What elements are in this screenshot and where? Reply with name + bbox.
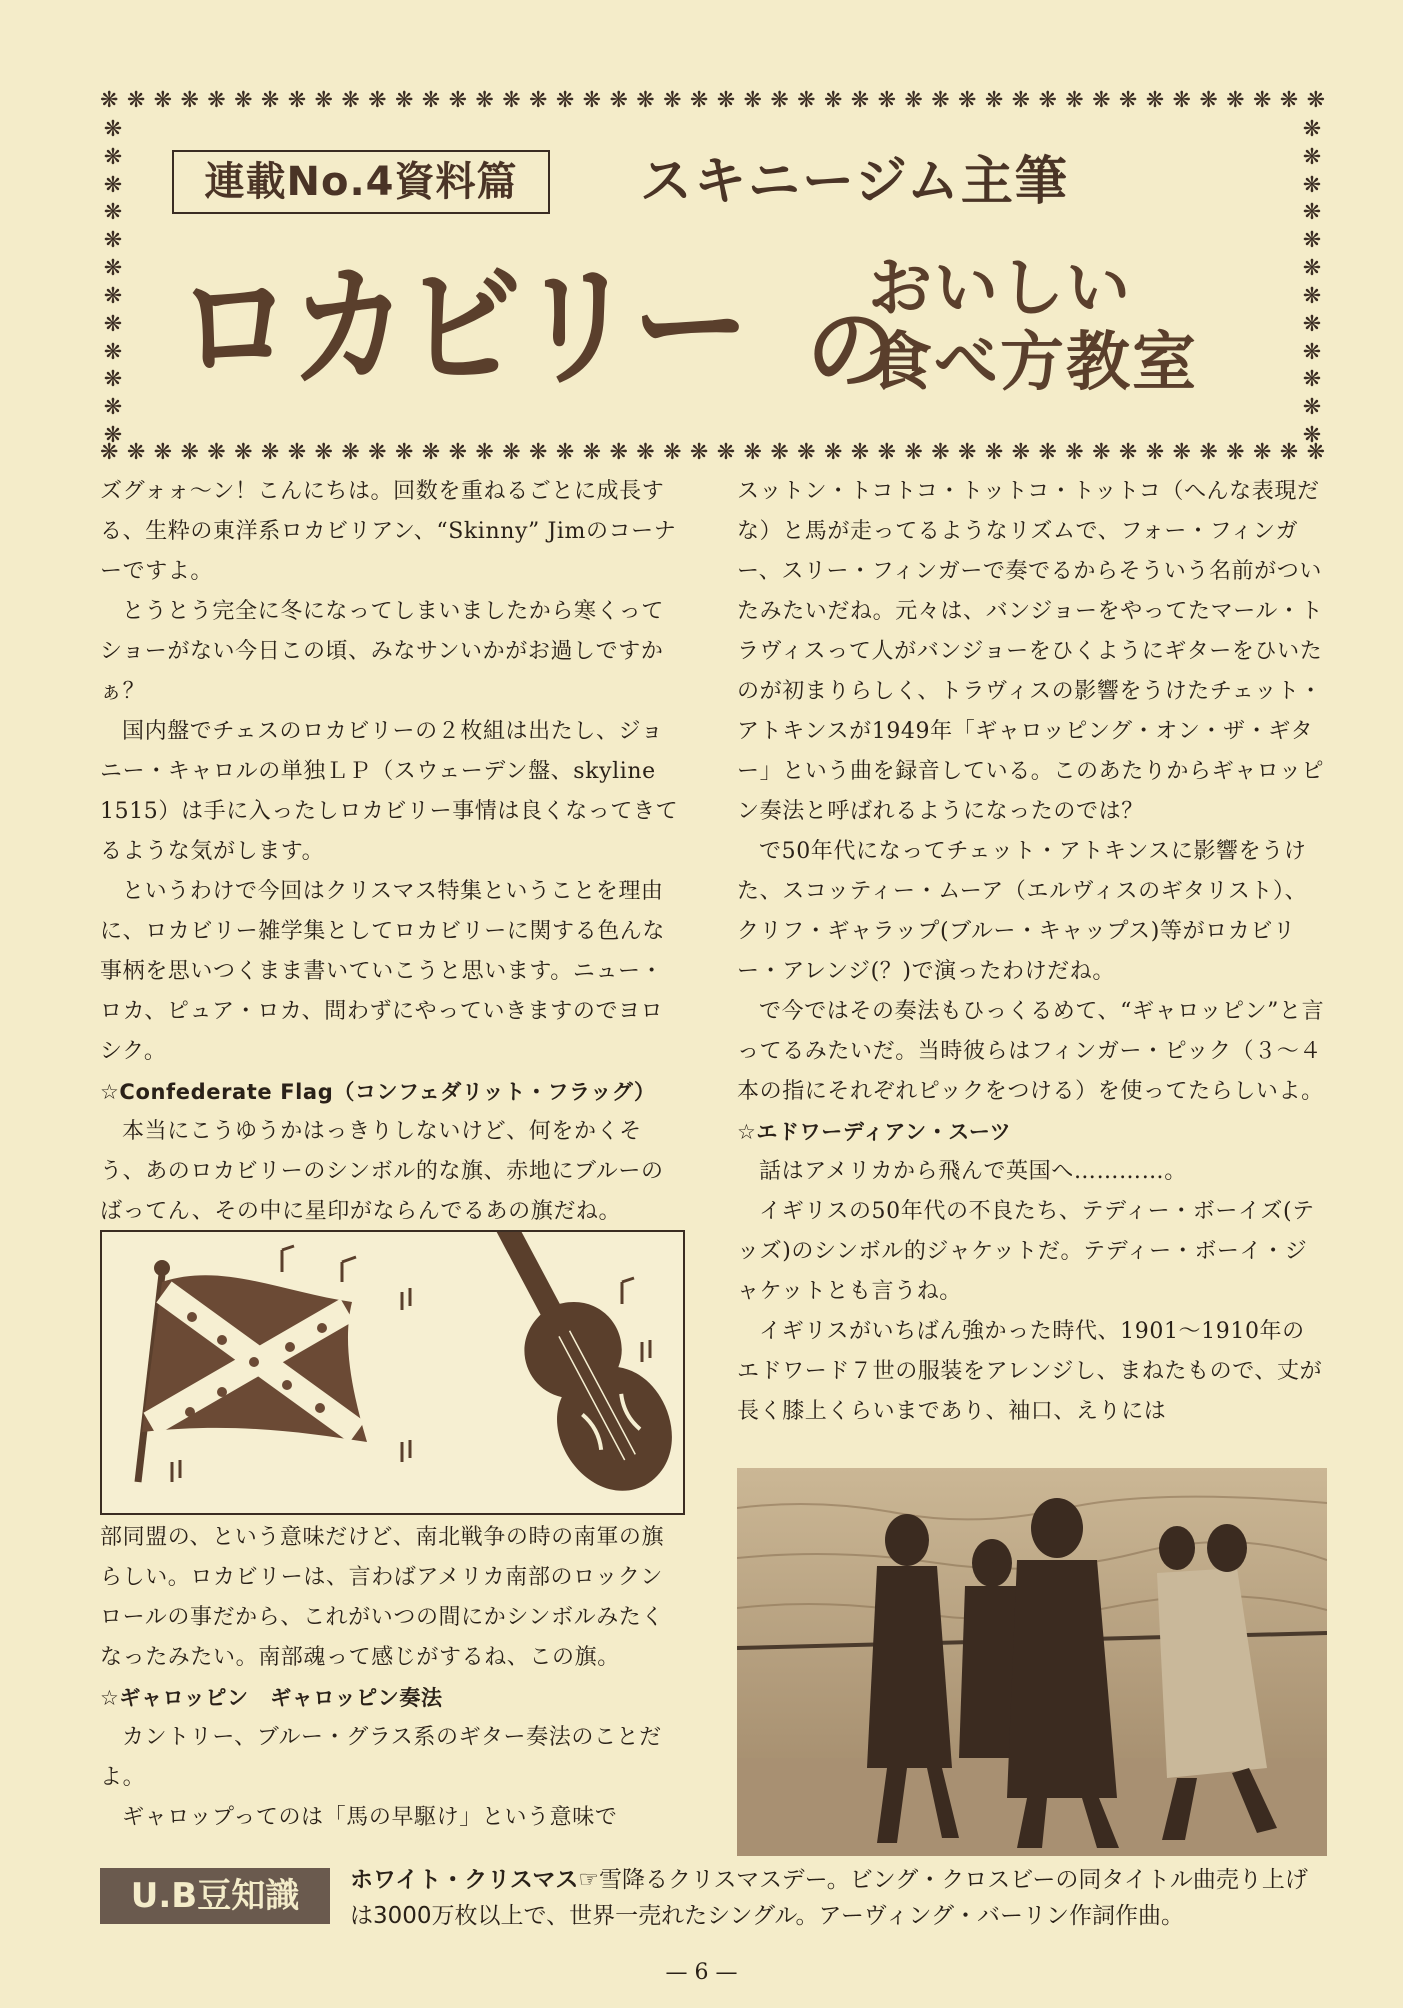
ornament-glyph: ❋ (1065, 88, 1084, 113)
ornament-glyph: ❋ (716, 88, 736, 113)
ornament-glyph: ❋ (1011, 88, 1031, 113)
ornament-glyph: ❋ (448, 440, 467, 465)
ornament-glyph: ❋ (368, 88, 387, 113)
ornament-glyph: ❋ (1302, 228, 1322, 254)
ornament-glyph: ❋ (341, 440, 360, 465)
title-particle: の (806, 297, 899, 404)
ornament-glyph: ❋ (984, 88, 1004, 113)
ornament-glyph: ❋ (1302, 422, 1322, 448)
ornament-glyph: ❋ (153, 88, 173, 113)
trivia-text (350, 1862, 1330, 1934)
ornament-glyph: ❋ (663, 88, 682, 113)
ornament-glyph: ❋ (234, 440, 253, 465)
series-label: 連載No.4資料篇 (172, 150, 550, 214)
ornament-glyph: ❋ (1252, 440, 1272, 465)
ornament-glyph: ❋ (207, 88, 226, 113)
ornament-glyph: ❋ (103, 367, 123, 393)
ornament-glyph: ❋ (823, 440, 843, 465)
ornament-glyph: ❋ (984, 440, 1004, 465)
ornament-glyph: ❋ (287, 88, 307, 113)
ornament-glyph: ❋ (958, 88, 977, 113)
ornament-glyph: ❋ (850, 440, 870, 465)
ornament-glyph: ❋ (126, 440, 146, 465)
ornament-glyph: ❋ (931, 440, 950, 465)
ornament-glyph: ❋ (448, 88, 467, 113)
ornament-glyph: ❋ (153, 440, 173, 465)
ornament-glyph: ❋ (609, 440, 628, 465)
ornament-glyph: ❋ (797, 440, 816, 465)
ornament-glyph: ❋ (1118, 440, 1138, 465)
ornament-glyph: ❋ (743, 440, 762, 465)
flag-pole-finial (154, 1260, 170, 1276)
ornament-glyph: ❋ (103, 144, 123, 170)
ornament-glyph: ❋ (103, 422, 123, 448)
ornament-glyph: ❋ (689, 88, 709, 113)
title-main: ロカビリー (176, 249, 747, 405)
ornament-glyph: ❋ (609, 88, 628, 113)
paragraph: イギリスの50年代の不良たち、テディー・ボーイズ(テッズ)のシンボル的ジャケットだ。テディー・ボーイ・ジャケットとも言うね。 (737, 1199, 1315, 1304)
ornament-border-top (100, 88, 1325, 114)
ornament-glyph: ❋ (394, 440, 414, 465)
left-column-top (100, 472, 685, 1272)
ornament-glyph: ❋ (1092, 88, 1111, 113)
ornament-glyph: ❋ (529, 88, 548, 113)
ornament-glyph: ❋ (904, 88, 923, 113)
ornament-glyph: ❋ (394, 88, 414, 113)
ornament-glyph: ❋ (475, 440, 494, 465)
ornament-glyph: ❋ (260, 440, 280, 465)
section-heading-galloping: ☆ギャロッピン ギャロッピン奏法 (100, 1686, 443, 1710)
light-coat-man-head (1207, 1524, 1247, 1572)
ornament-glyph: ❋ (1226, 440, 1245, 465)
ornament-glyph: ❋ (1302, 144, 1322, 170)
ornament-glyph: ❋ (636, 440, 655, 465)
ornament-glyph: ❋ (1199, 88, 1218, 113)
ornament-glyph: ❋ (1172, 440, 1191, 465)
paragraph: イギリスがいちばん強かった時代、1901〜1910年のエドワード７世の服装をアレンジし、まねたもので、丈が長く膝上くらいまであり、袖口、えりには (737, 1319, 1323, 1424)
ornament-border-bottom (100, 440, 1325, 466)
ornament-glyph: ❋ (877, 440, 896, 465)
illustration-svg (102, 1232, 683, 1513)
ornament-glyph: ❋ (636, 88, 655, 113)
ornament-border-left (100, 118, 126, 448)
ornament-glyph: ❋ (341, 88, 360, 113)
ornament-glyph: ❋ (1279, 88, 1299, 113)
ornament-glyph: ❋ (1279, 440, 1299, 465)
ornament-glyph: ❋ (103, 228, 123, 254)
ornament-glyph: ❋ (314, 88, 333, 113)
ornament-border-right (1299, 118, 1325, 448)
ornament-glyph: ❋ (103, 200, 123, 226)
upright-bass (455, 1232, 683, 1511)
ornament-glyph: ❋ (1302, 200, 1322, 226)
ornament-glyph: ❋ (502, 88, 521, 113)
ornament-glyph: ❋ (103, 339, 123, 365)
ornament-glyph: ❋ (260, 88, 280, 113)
ornament-glyph: ❋ (931, 88, 950, 113)
ornament-glyph: ❋ (1145, 440, 1165, 465)
paragraph: で今ではその奏法もひっくるめて、“ギャロッピン”と言ってるみたいだ。当時彼らはフィンガー・ピック（３〜４本の指にそれぞれピックをつける）を使ってたらしいよ。 (737, 999, 1325, 1104)
ornament-glyph: ❋ (103, 118, 123, 142)
ornament-glyph: ❋ (1172, 88, 1191, 113)
ornament-glyph: ❋ (716, 440, 736, 465)
paragraph: とうとう完全に冬になってしまいましたから寒くってショーがない今日この頃、みなサンいかがお過しですかぁ？ (100, 599, 664, 704)
ornament-glyph: ❋ (475, 88, 494, 113)
ornament-glyph: ❋ (103, 395, 123, 421)
ornament-glyph: ❋ (126, 88, 146, 113)
ornament-glyph: ❋ (1226, 88, 1245, 113)
ornament-glyph: ❋ (234, 88, 253, 113)
ornament-glyph: ❋ (1118, 88, 1138, 113)
section-heading-confederate-flag: ☆Confederate Flag（コンフェダリット・フラッグ） (100, 1080, 656, 1104)
paragraph: 話はアメリカから飛んで英国へ…………。 (759, 1159, 1187, 1184)
ornament-glyph: ❋ (287, 440, 307, 465)
ornament-glyph: ❋ (1302, 311, 1322, 337)
ornament-glyph: ❋ (421, 88, 441, 113)
ornament-glyph: ❋ (103, 283, 123, 309)
ornament-glyph: ❋ (207, 440, 226, 465)
ornament-glyph: ❋ (823, 88, 843, 113)
ornament-glyph: ❋ (100, 440, 119, 465)
ornament-glyph: ❋ (850, 88, 870, 113)
ornament-glyph: ❋ (743, 88, 762, 113)
ornament-glyph: ❋ (1038, 88, 1057, 113)
paragraph: で50年代になってチェット・アトキンスに影響をうけた、スコッティー・ムーア（エルヴィスのギタリスト）、クリフ・ギャラップ(ブルー・キャップス)等がロカビリー・アレンジ(？)で演ったわけだね。 (737, 839, 1308, 984)
trivia-keyword: ホワイト・クリスマス☞ (350, 1867, 600, 1893)
ornament-glyph: ❋ (421, 440, 441, 465)
trivia-body: 雪降るクリスマスデー。ビング・クロスビーの同タイトル曲売り上げは3000万枚以上で、世界一売れたシングル。アーヴィング・バーリン作詞作曲。 (350, 1867, 1308, 1929)
ornament-glyph: ❋ (1302, 367, 1322, 393)
title-sub-line1: おいしい (868, 252, 1132, 326)
paragraph: 本当にこうゆうかはっきりしないけど、何をかくそう、あのロカビリーのシンボル的な旗、赤地にブルーのばってん、その中に星印がならんでるあの旗だね。 (100, 1119, 664, 1224)
ornament-glyph: ❋ (1302, 256, 1322, 282)
ornament-glyph: ❋ (582, 440, 602, 465)
paragraph: ギャロップってのは「馬の早駆け」という意味で (122, 1805, 618, 1830)
ornament-glyph: ❋ (502, 440, 521, 465)
title-subtitle (868, 252, 1248, 400)
ornament-glyph: ❋ (1145, 88, 1165, 113)
ornament-glyph: ❋ (770, 88, 789, 113)
ornament-glyph: ❋ (1302, 395, 1322, 421)
ornament-glyph: ❋ (1302, 283, 1322, 309)
ornament-glyph: ❋ (555, 440, 575, 465)
ornament-glyph: ❋ (1252, 88, 1272, 113)
title-sub-line2: 食べ方教室 (868, 326, 1198, 400)
paragraph: というわけで今回はクリスマス特集ということを理由に、ロカビリー雑学集としてロカビリーに関する色んな事柄を思いつくまま書いていこうと思います。ニュー・ロカ、ピュア・ロカ、問わずにやっていきますのでヨロシク。 (100, 879, 666, 1064)
paragraph: ズグォォ〜ン！こんにちは。回数を重ねるごとに成長する、生粋の東洋系ロカビリアン、“Skinny” Jimのコーナーですよ。 (100, 479, 677, 584)
left-column-bottom (100, 1518, 685, 1838)
ornament-glyph: ❋ (103, 256, 123, 282)
ornament-glyph: ❋ (529, 440, 548, 465)
ornament-glyph: ❋ (180, 88, 199, 113)
trivia-badge: U.B豆知識 (100, 1868, 330, 1924)
section-heading-edwardian-suits: ☆エドワーディアン・スーツ (737, 1120, 1012, 1144)
ornament-glyph: ❋ (582, 88, 602, 113)
ornament-glyph: ❋ (103, 172, 123, 198)
ornament-glyph: ❋ (1011, 440, 1031, 465)
ornament-glyph: ❋ (180, 440, 199, 465)
ornament-glyph: ❋ (797, 88, 816, 113)
ornament-glyph: ❋ (103, 311, 123, 337)
ornament-glyph: ❋ (1092, 440, 1111, 465)
author-label: スキニージム主筆 (640, 152, 1069, 212)
ornament-glyph: ❋ (1065, 440, 1084, 465)
ornament-glyph: ❋ (1302, 339, 1322, 365)
flag-and-bass-illustration (100, 1230, 685, 1515)
ornament-glyph: ❋ (1306, 88, 1325, 113)
paragraph: スットン・トコトコ・トットコ・トットコ（へんな表現だな）と馬が走ってるようなリズムで、フォー・フィンガー、スリー・フィンガーで奏でるからそういう名前がついたみたいだね。元々は、バンジョーをやってたマール・トラヴィスって人がバンジョーをひくようにギターをひいたのが初まりらしく、トラヴィスの影響をうけたチェット・アトキンスが1949年「ギャロッピング・オン・ザ・ギター」という曲を録音している。このあたりからギャロッピン奏法と呼ばれるようになったのでは？ (737, 479, 1325, 824)
ornament-glyph: ❋ (689, 440, 709, 465)
ornament-glyph: ❋ (1306, 440, 1325, 465)
ornament-glyph: ❋ (958, 440, 977, 465)
ornament-glyph: ❋ (368, 440, 387, 465)
photo-svg (737, 1468, 1327, 1856)
ornament-glyph: ❋ (314, 440, 333, 465)
ornament-glyph: ❋ (904, 440, 923, 465)
page-number: — 6 — (665, 1960, 738, 1985)
paragraph: 部同盟の、という意味だけど、南北戦争の時の南軍の旗らしい。ロカビリーは、言わばアメリカ南部のロックンロールの事だから、これがいつの間にかシンボルみたくなったみたい。南部魂って感じがするね、この旗。 (100, 1525, 665, 1670)
ornament-glyph: ❋ (1199, 440, 1218, 465)
right-column (737, 472, 1327, 1432)
ornament-glyph: ❋ (100, 88, 119, 113)
ornament-glyph: ❋ (877, 88, 896, 113)
ornament-glyph: ❋ (1302, 118, 1322, 142)
paragraph: カントリー、ブルー・グラス系のギター奏法のことだよ。 (100, 1725, 662, 1790)
ornament-glyph: ❋ (1038, 440, 1057, 465)
ornament-glyph: ❋ (770, 440, 789, 465)
paragraph: 国内盤でチェスのロカビリーの２枚組は出たし、ジョニー・キャロルの単独ＬＰ（スウェーデン盤、skyline 1515）は手に入ったしロカビリー事情は良くなってきてるような気がします。 (100, 719, 679, 864)
ornament-glyph: ❋ (555, 88, 575, 113)
ornament-glyph: ❋ (663, 440, 682, 465)
ornament-glyph: ❋ (1302, 172, 1322, 198)
teddy-boys-photo (737, 1468, 1327, 1856)
